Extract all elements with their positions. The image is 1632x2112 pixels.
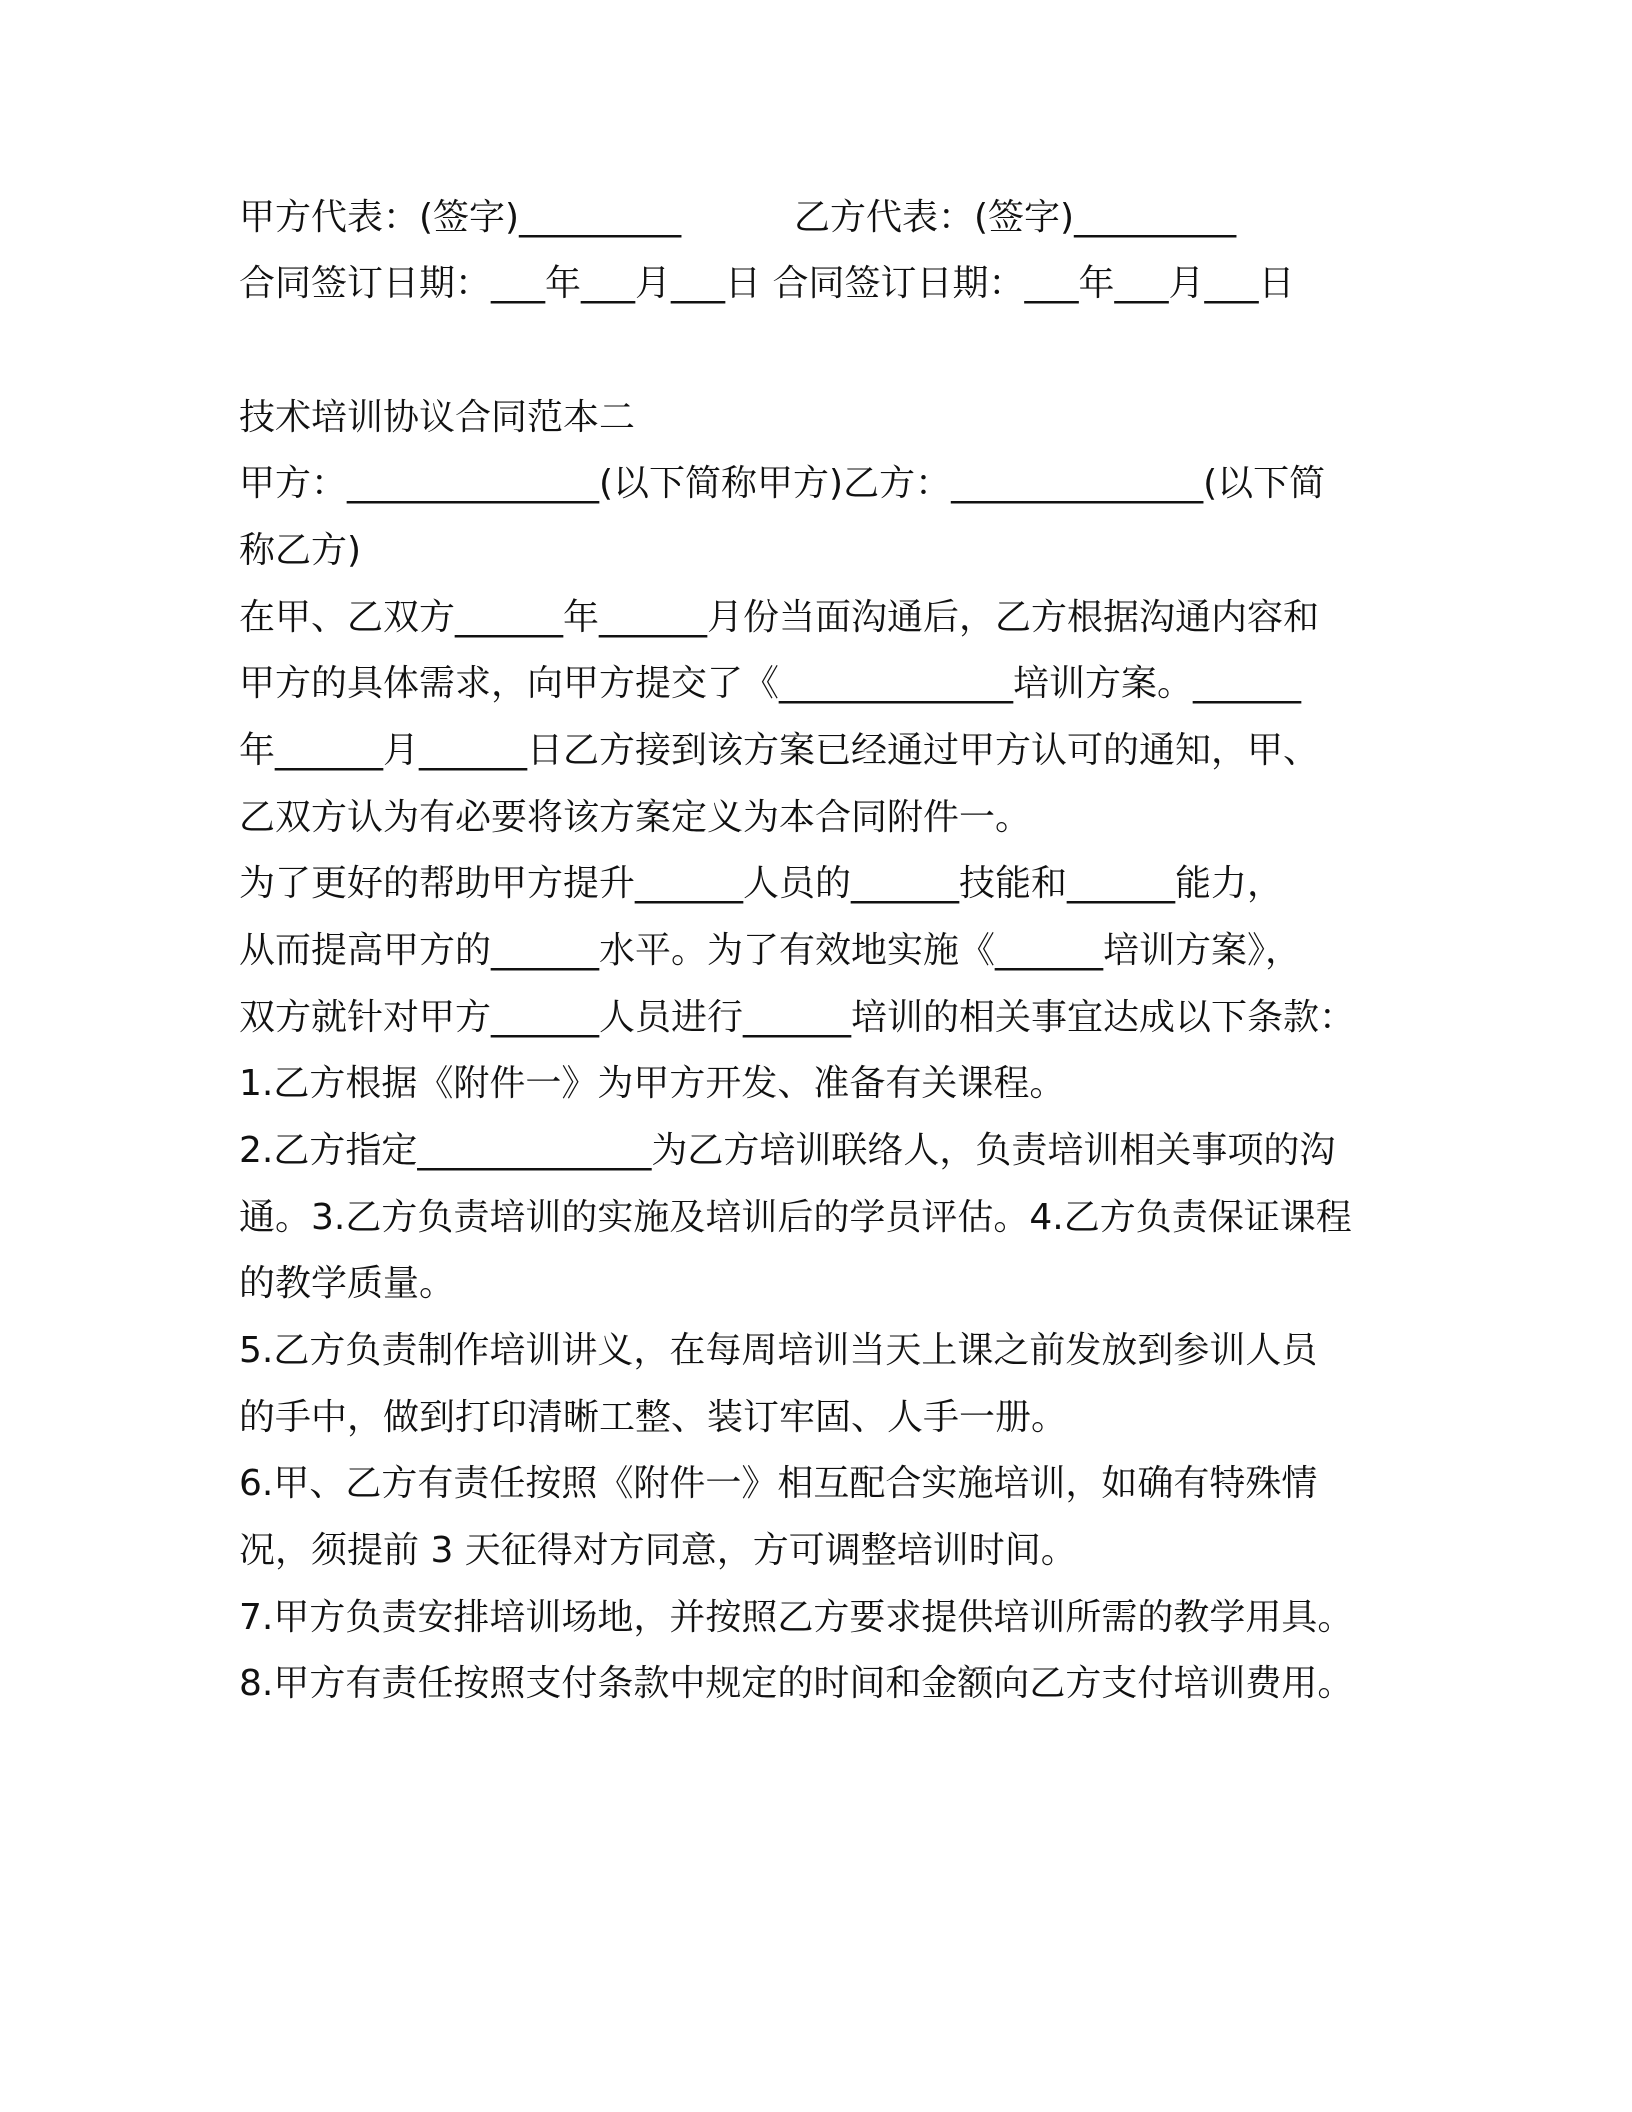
- body-line: 在甲、乙双方______年______月份当面沟通后，乙方根据沟通内容和: [239, 597, 1320, 638]
- body-line: 称乙方): [239, 530, 362, 571]
- section-title: 技术培训协议合同范本二: [239, 397, 636, 438]
- clause-8: 8.甲方有责任按照支付条款中规定的时间和金额向乙方支付培训费用。: [239, 1663, 1354, 1704]
- clause-2: 2.乙方指定_____________为乙方培训联络人，负责培训相关事项的沟: [239, 1130, 1336, 1171]
- body-line: 为了更好的帮助甲方提升______人员的______技能和______能力，: [239, 863, 1284, 904]
- clause-3-4: 通。3.乙方负责培训的实施及培训后的学员评估。4.乙方负责保证课程: [239, 1197, 1352, 1238]
- party-a-signature: 甲方代表：(签字)_________: [239, 197, 682, 238]
- clause-1: 1.乙方根据《附件一》为甲方开发、准备有关课程。: [239, 1063, 1066, 1104]
- clause-5: 5.乙方负责制作培训讲义，在每周培训当天上课之前发放到参训人员: [239, 1330, 1318, 1371]
- body-line: 甲方：______________(以下简称甲方)乙方：______________(以下简: [239, 463, 1326, 504]
- body-line: 乙双方认为有必要将该方案定义为本合同附件一。: [239, 797, 1032, 838]
- body-line: 从而提高甲方的______水平。为了有效地实施《______培训方案》，: [239, 930, 1302, 971]
- signing-date-line: 合同签订日期：___年___月___日 合同签订日期：___年___月___日: [239, 263, 1295, 304]
- body-line: 的教学质量。: [239, 1263, 456, 1304]
- body-line: 双方就针对甲方______人员进行______培训的相关事宜达成以下条款：: [239, 997, 1356, 1038]
- body-line: 的手中，做到打印清晰工整、装订牢固、人手一册。: [239, 1397, 1068, 1438]
- body-line: 况，须提前 3 天征得对方同意，方可调整培训时间。: [239, 1530, 1077, 1571]
- body-line: 年______月______日乙方接到该方案已经通过甲方认可的通知，甲、: [239, 730, 1320, 771]
- clause-7: 7.甲方负责安排培训场地，并按照乙方要求提供培训所需的教学用具。: [239, 1597, 1354, 1638]
- clause-6: 6.甲、乙方有责任按照《附件一》相互配合实施培训，如确有特殊情: [239, 1463, 1318, 1504]
- party-b-signature: 乙方代表：(签字)_________: [794, 197, 1237, 238]
- body-line: 甲方的具体需求，向甲方提交了《_____________培训方案。______: [239, 663, 1302, 704]
